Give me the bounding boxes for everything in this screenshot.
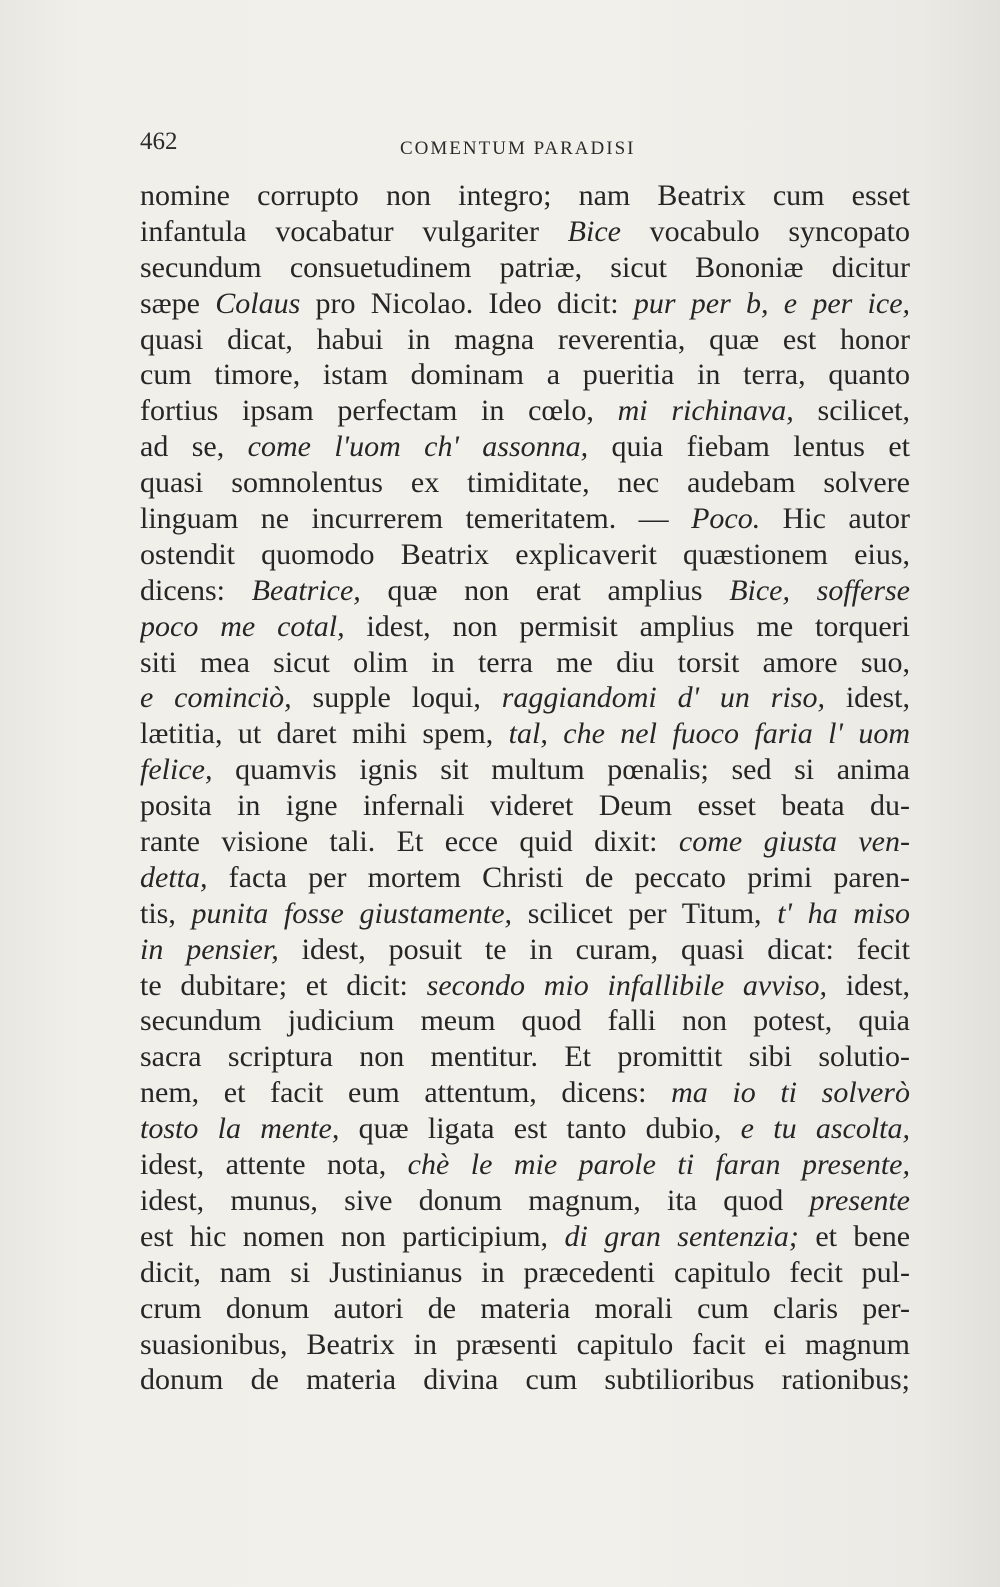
text-run: et bene	[798, 1219, 910, 1253]
text-line	[140, 322, 910, 358]
text-run: quasi dicat, habui in magna reverentia, quæ est honor	[140, 322, 910, 356]
text-run: rante visione tali. Et ecce quid dixit:	[140, 825, 679, 859]
text-run: suasionibus, Beatrix in præsenti capitulo facit ei magnum	[140, 1327, 910, 1361]
text-line	[140, 1147, 910, 1183]
running-head	[140, 128, 910, 168]
text-run: sæpe	[140, 286, 216, 320]
text-line	[140, 429, 910, 465]
text-line	[140, 1039, 910, 1075]
text-run: idest, attente nota,	[140, 1148, 408, 1182]
italic-quotation: felice,	[140, 753, 213, 787]
text-line	[140, 393, 910, 429]
italic-quotation: chè le mie parole ti faran presente,	[407, 1148, 910, 1182]
text-run: cum timore, istam dominam a pueritia in terra, quanto	[140, 358, 910, 392]
text-run: posita in igne infernali videret Deum esset beata du-	[140, 789, 910, 823]
text-line	[140, 501, 910, 537]
text-run: pro Nicolao. Ideo dicit:	[300, 286, 634, 320]
text-line	[140, 1075, 910, 1111]
text-line	[140, 178, 910, 214]
text-line	[140, 214, 910, 250]
text-line	[140, 860, 910, 896]
text-run: idest,	[827, 968, 910, 1002]
italic-quotation: Poco.	[691, 502, 761, 536]
text-run: idest, posuit te in curam, quasi dicat: fecit	[278, 932, 910, 966]
text-line	[140, 250, 910, 286]
text-run: idest,	[824, 681, 910, 715]
text-run: scilicet per Titum,	[512, 896, 778, 930]
italic-quotation: poco me cotal,	[140, 609, 345, 643]
text-run: quia fiebam lentus et	[588, 430, 910, 464]
text-line	[140, 537, 910, 573]
text-line	[140, 609, 910, 645]
text-line	[140, 1003, 910, 1039]
italic-quotation: di gran sentenzia;	[564, 1219, 799, 1253]
italic-quotation: presente	[809, 1183, 910, 1217]
text-line	[140, 752, 910, 788]
text-line	[140, 1327, 910, 1363]
text-run: tis,	[140, 896, 192, 930]
italic-quotation: come giusta ven-	[678, 825, 910, 859]
italic-quotation: tosto la mente,	[140, 1112, 340, 1146]
text-run: ostendit quomodo Beatrix explicaverit quæstionem eius,	[140, 537, 910, 571]
text-line	[140, 1219, 910, 1255]
text-line	[140, 1362, 910, 1398]
italic-quotation: secondo mio infallibile avviso,	[426, 968, 828, 1002]
text-run: scilicet,	[793, 394, 910, 428]
text-run: idest, munus, sive donum magnum, ita quod	[140, 1183, 810, 1217]
text-line	[140, 357, 910, 393]
italic-quotation: Colaus	[215, 286, 301, 320]
italic-quotation: Bice, sofferse	[729, 573, 910, 607]
italic-quotation: raggiandomi d' un riso,	[501, 681, 825, 715]
text-run: sacra scriptura non mentitur. Et promittit sibi solutio-	[140, 1040, 910, 1074]
text-run: linguam ne incurrerem temeritatem. —	[140, 502, 692, 536]
text-run: est hic nomen non participium,	[140, 1219, 565, 1253]
text-line	[140, 716, 910, 752]
text-line	[140, 465, 910, 501]
text-line	[140, 573, 910, 609]
text-line	[140, 1183, 910, 1219]
italic-quotation: ma io ti solverò	[671, 1076, 910, 1110]
text-run: vocabulo syncopato	[620, 214, 910, 248]
text-line	[140, 824, 910, 860]
text-run: crum donum autori de materia morali cum claris per-	[140, 1291, 910, 1325]
text-line	[140, 932, 910, 968]
italic-quotation: come l'uom ch' assonna,	[247, 430, 589, 464]
italic-quotation: in pensier,	[140, 932, 279, 966]
text-run: secundum judicium meum quod falli non potest, quia	[140, 1004, 910, 1038]
text-run: siti mea sicut olim in terra me diu torsit amore suo,	[140, 645, 910, 679]
text-run: nomine corrupto non integro; nam Beatrix cum esset	[140, 179, 910, 212]
text-line	[140, 1291, 910, 1327]
text-run: dicit, nam si Justinianus in præcedenti capitulo fecit pul-	[140, 1255, 910, 1289]
italic-quotation: pur per b, e per ice,	[633, 286, 910, 320]
text-run: Hic autor	[760, 502, 910, 536]
italic-quotation: t' ha miso	[777, 896, 910, 930]
page-number: 462	[140, 128, 178, 155]
text-line	[140, 1111, 910, 1147]
italic-quotation: punita fosse giustamente,	[191, 896, 513, 930]
text-line	[140, 968, 910, 1004]
text-line	[140, 645, 910, 681]
text-run: facta per mortem Christi de peccato primi paren-	[207, 860, 910, 894]
text-line	[140, 680, 910, 716]
text-run: quamvis ignis sit multum pœnalis; sed si anima	[212, 753, 910, 787]
text-run: dicens:	[140, 573, 252, 607]
italic-quotation: e tu ascolta,	[740, 1112, 910, 1146]
text-run: quæ non erat amplius	[360, 573, 730, 607]
text-line	[140, 1255, 910, 1291]
text-run: idest, non permisit amplius me torqueri	[344, 609, 910, 643]
text-run: lætitia, ut daret mihi spem,	[140, 717, 509, 751]
text-run: donum de materia divina cum subtilioribus rationibus;	[140, 1363, 910, 1397]
italic-quotation: Bice	[567, 214, 621, 248]
italic-quotation: Beatrice,	[251, 573, 361, 607]
running-title: COMENTUM PARADISI	[400, 138, 636, 159]
text-run: ad se,	[140, 430, 248, 464]
text-line	[140, 286, 910, 322]
text-run: quasi somnolentus ex timiditate, nec audebam solvere	[140, 466, 910, 500]
italic-quotation: mi richinava,	[617, 394, 794, 428]
text-run: secundum consuetudinem patriæ, sicut Bononiæ dicitur	[140, 250, 910, 284]
italic-quotation: e cominciò,	[140, 681, 292, 715]
text-line	[140, 896, 910, 932]
italic-quotation: tal, che nel fuoco faria l' uom	[508, 717, 910, 751]
text-run: supple loqui,	[291, 681, 502, 715]
commentary-text	[140, 178, 910, 1398]
text-run: fortius ipsam perfectam in cœlo,	[140, 394, 618, 428]
text-line	[140, 788, 910, 824]
text-run: infantula vocabatur vulgariter	[140, 214, 568, 248]
italic-quotation: detta,	[140, 860, 208, 894]
text-run: nem, et facit eum attentum, dicens:	[140, 1076, 672, 1110]
text-run: quæ ligata est tanto dubio,	[339, 1112, 741, 1146]
text-run: te dubitare; et dicit:	[140, 968, 427, 1002]
